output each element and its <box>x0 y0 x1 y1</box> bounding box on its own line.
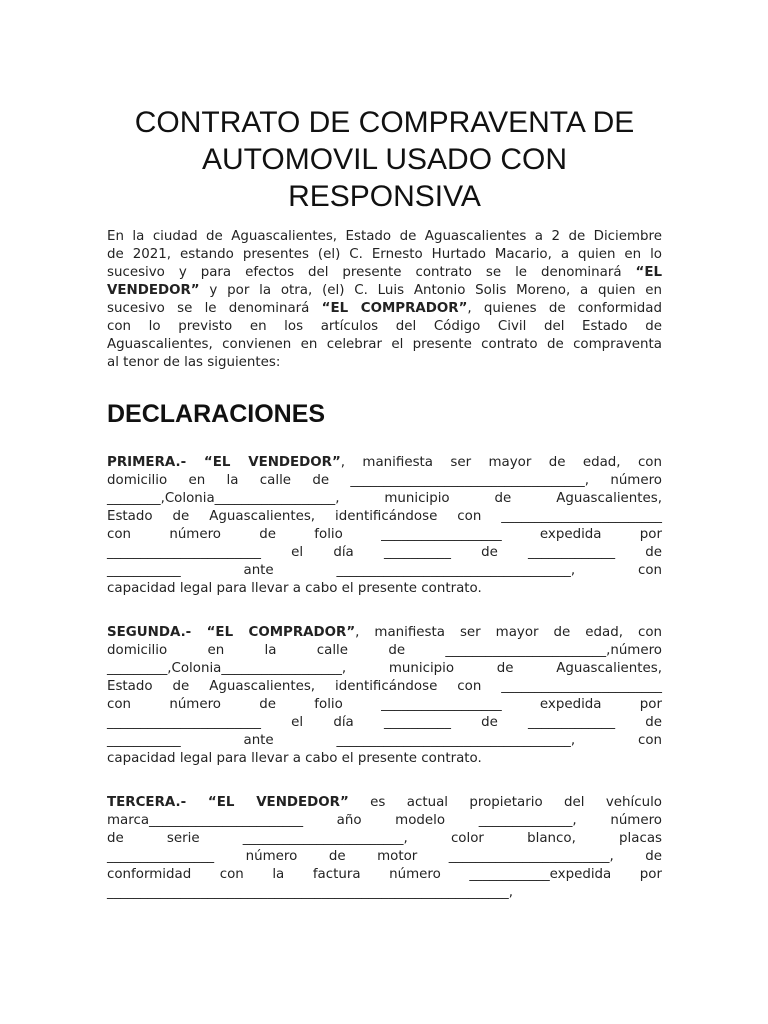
text-line: marca_______________________ año modelo ______________, número <box>107 813 662 828</box>
text-line: con número de folio __________________ expedida por <box>107 697 662 712</box>
contract-title <box>107 104 662 215</box>
text-span: , quienes de conformidad <box>467 301 662 316</box>
text-line: Estado de Aguascalientes, identificándose con ________________________ <box>107 679 662 694</box>
intro-paragraph <box>107 228 662 372</box>
section-heading: DECLARACIONES <box>107 400 326 428</box>
text-line: de 2021, estando presentes (el) C. Ernesto Hurtado Macario, a quien en lo <box>107 247 662 262</box>
text-span: , manifiesta ser mayor de edad, con <box>340 455 662 470</box>
text-line: En la ciudad de Aguascalientes, Estado de Aguascalientes a 2 de Diciembre <box>107 229 662 244</box>
text-line: con número de folio __________________ expedida por <box>107 527 662 542</box>
text-line <box>107 300 662 318</box>
text-line <box>107 454 662 472</box>
text-line <box>107 282 662 300</box>
text-line: capacidad legal para llevar a cabo el presente contrato. <box>107 751 482 766</box>
text-line <box>107 264 662 282</box>
text-line: con lo previsto en los artículos del Código Civil del Estado de <box>107 319 662 334</box>
text-line: conformidad con la factura número ____________expedida por <box>107 867 662 882</box>
text-line: Aguascalientes, convienen en celebrar el presente contrato de compraventa <box>107 337 662 352</box>
title-line: CONTRATO DE COMPRAVENTA DE <box>134 106 635 139</box>
bold-term: “EL COMPRADOR” <box>321 301 468 316</box>
text-line <box>107 794 662 812</box>
text-line: ___________ ante ___________________________________, con <box>107 563 662 578</box>
text-span: sucesivo y para efectos del presente contrato se le denominará <box>107 265 636 280</box>
text-line: _______________________ el día __________ de _____________ de <box>107 545 662 560</box>
text-line: ________________ número de motor ________________________, de <box>107 849 662 864</box>
text-line: domicilio en la calle de ___________________________________, número <box>107 473 662 488</box>
text-line <box>107 624 662 642</box>
bold-term: VENDEDOR” <box>107 283 200 298</box>
text-span: es actual propietario del vehículo <box>348 795 662 810</box>
text-line: ________,Colonia__________________, municipio de Aguascalientes, <box>107 491 662 506</box>
declaration-tercera <box>107 794 662 902</box>
title-line: AUTOMOVIL USADO CON <box>201 143 568 176</box>
text-span: sucesivo se le denominará <box>107 301 322 316</box>
text-span: , manifiesta ser mayor de edad, con <box>355 625 662 640</box>
text-line: Estado de Aguascalientes, identificándose con ________________________ <box>107 509 662 524</box>
text-line: domicilio en la calle de ________________________,número <box>107 643 662 658</box>
declaration-label: TERCERA.- “EL VENDEDOR” <box>107 795 349 810</box>
declaration-label: PRIMERA.- “EL VENDEDOR” <box>107 455 341 470</box>
text-line: _______________________ el día __________ de _____________ de <box>107 715 662 730</box>
declaration-primera <box>107 454 662 598</box>
declaration-label: SEGUNDA.- “EL COMPRADOR” <box>107 625 356 640</box>
text-line: capacidad legal para llevar a cabo el presente contrato. <box>107 581 482 596</box>
text-line: ___________ ante ___________________________________, con <box>107 733 662 748</box>
text-line: de serie ________________________, color blanco, placas <box>107 831 662 846</box>
bold-term: “EL <box>635 265 662 280</box>
text-line: ____________________________________________________________, <box>107 885 513 900</box>
declaration-segunda <box>107 624 662 768</box>
title-line: RESPONSIVA <box>288 180 481 213</box>
text-span: y por la otra, (el) C. Luis Antonio Solis Moreno, a quien en <box>199 283 662 298</box>
text-line: al tenor de las siguientes: <box>107 355 281 370</box>
text-line: _________,Colonia__________________, municipio de Aguascalientes, <box>107 661 662 676</box>
